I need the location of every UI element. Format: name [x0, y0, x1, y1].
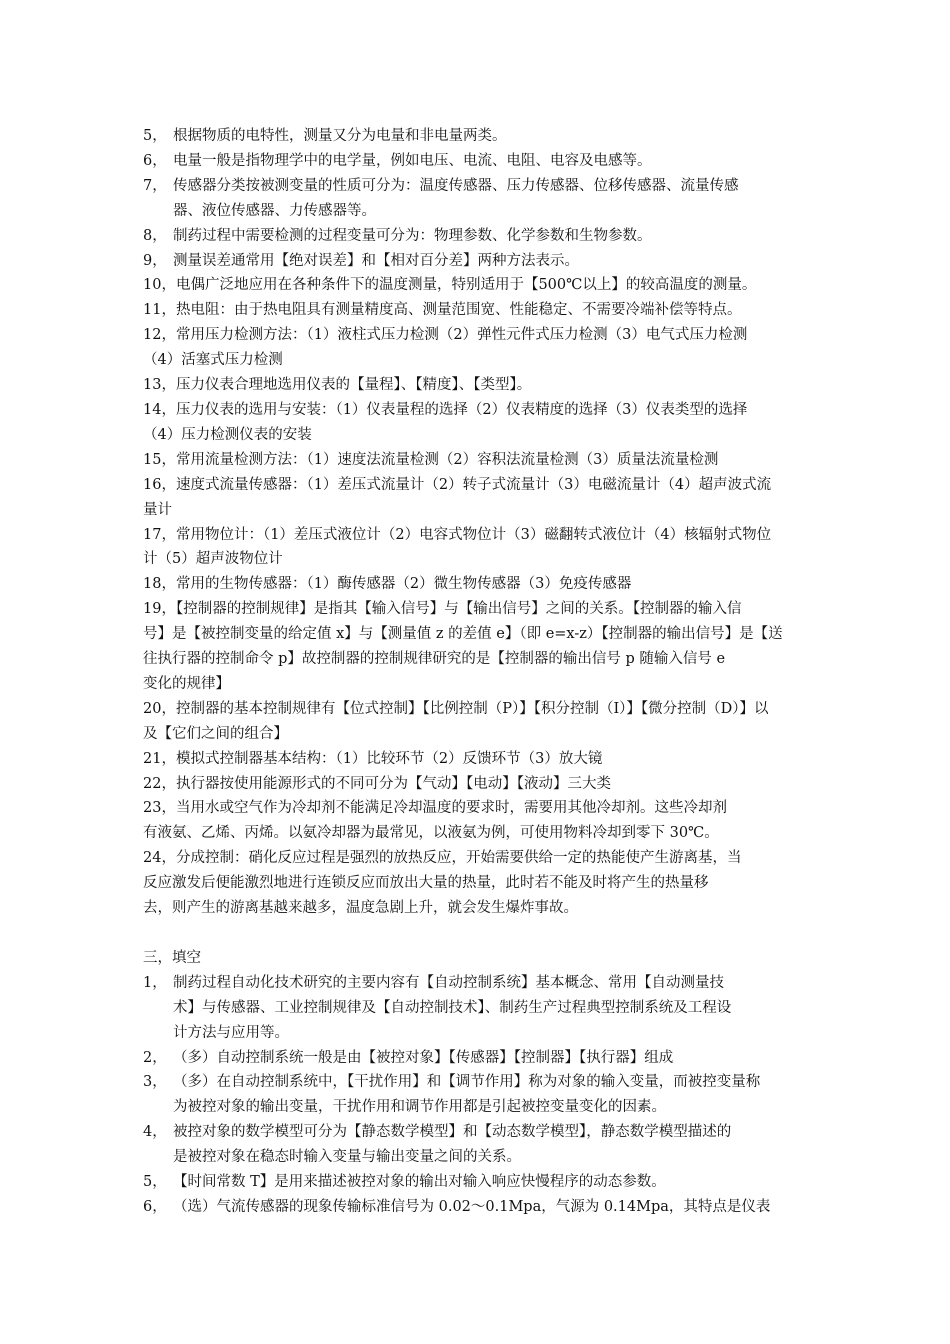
- list-item-text: 22，执行器按使用能源形式的不同可分为【气动】【电动】【液动】三大类: [143, 775, 611, 792]
- list-part-3: [143, 971, 808, 1220]
- list-item: [143, 772, 808, 797]
- list-item-line: [143, 124, 808, 149]
- list-item-continuation: 往执行器的控制命令 p】故控制器的控制规律研究的是【控制器的输出信号 p 随输入信号 e: [143, 651, 726, 668]
- list-item-line: [143, 1170, 808, 1195]
- list-part-1: [143, 124, 808, 273]
- list-item-continuation: 有液氨、乙烯、丙烯。以氨冷却器为最常见，以液氨为例，可使用物料冷却到零下 30℃。: [143, 825, 719, 842]
- list-item-line: [143, 1046, 808, 1071]
- list-item: [143, 1070, 808, 1120]
- list-item-text: 电量一般是指物理学中的电学量，例如电压、电流、电阻、电容及电感等。: [173, 152, 652, 169]
- list-item-text: 19，【控制器的控制规律】是指其【输入信号】与【输出信号】之间的关系。【控制器的输入信: [143, 601, 742, 618]
- list-item: [143, 448, 808, 473]
- list-item-number: 6，: [143, 152, 167, 169]
- list-item-text: 15，常用流量检测方法：（1）速度法流量检测（2）容积法流量检测（3）质量法流量检测: [143, 451, 719, 468]
- list-item-text: 传感器分类按被测变量的性质可分为：温度传感器、压力传感器、位移传感器、流量传感: [173, 177, 739, 194]
- list-item-continuation: 号】是【被控制变量的给定值 x】与【测量值 z 的差值 e】（即 e=x-z）【控制器的输出信号】是【送: [143, 626, 783, 643]
- list-item-text: 23，当用水或空气作为冷却剂不能满足冷却温度的要求时，需要用其他冷却剂。这些冷却剂: [143, 800, 727, 817]
- list-item: [143, 796, 808, 846]
- list-item-text: 13，压力仪表合理地选用仪表的【量程】、【精度】、【类型】。: [143, 377, 532, 394]
- list-item-text: （多）自动控制系统一般是由【被控对象】【传感器】【控制器】【执行器】组成: [173, 1049, 674, 1066]
- list-item: [143, 273, 808, 298]
- list-item-number: 4，: [143, 1124, 167, 1141]
- list-item-continuation: 计方法与应用等。: [173, 1024, 289, 1041]
- list-item-number: 1，: [143, 974, 167, 991]
- list-item-text: 被控对象的数学模型可分为【静态数学模型】和【动态数学模型】，静态数学模型描述的: [173, 1124, 732, 1141]
- list-item-line: [143, 971, 808, 996]
- list-item-continuation: （4）活塞式压力检测: [143, 352, 283, 369]
- list-item-text: 制药过程自动化技术研究的主要内容有【自动控制系统】基本概念、常用【自动测量技: [173, 974, 724, 991]
- list-item: [143, 174, 808, 224]
- document-page: [143, 124, 808, 1220]
- list-item-number: 5，: [143, 1174, 167, 1191]
- list-item-text: （多）在自动控制系统中，【干扰作用】和【调节作用】称为对象的输入变量，而被控变量称: [173, 1074, 761, 1091]
- list-part-2: [143, 273, 808, 921]
- list-item-continuation: 是被控对象在稳态时输入变量与输出变量之间的关系。: [173, 1149, 521, 1166]
- list-item-text: 18，常用的生物传感器：（1）酶传感器（2）微生物传感器（3）免疫传感器: [143, 576, 632, 593]
- list-item-text: 24，分成控制：硝化反应过程是强烈的放热反应，开始需要供给一定的热能使产生游离基，当: [143, 850, 742, 867]
- list-item-number: 3，: [143, 1074, 167, 1091]
- list-item-continuation: 及【它们之间的组合】: [143, 725, 288, 742]
- list-item-text: （选）气流传感器的现象传输标准信号为 0.02～0.1Mpa，气源为 0.14Mpa，其特点是仪表: [173, 1198, 771, 1215]
- list-item: [143, 398, 808, 448]
- list-item: [143, 597, 808, 697]
- list-item: [143, 224, 808, 249]
- list-item-line: [143, 1120, 808, 1145]
- list-item: [143, 473, 808, 523]
- list-item: [143, 1170, 808, 1195]
- list-item: [143, 1120, 808, 1170]
- list-item: [143, 249, 808, 274]
- list-item-text: 20，控制器的基本控制规律有【位式控制】【比例控制（P）】【积分控制（I）】【微分控制（D）】以: [143, 700, 769, 717]
- list-item-number: 8，: [143, 227, 167, 244]
- list-item-number: 7，: [143, 177, 167, 194]
- list-item: [143, 572, 808, 597]
- list-item-number: 9，: [143, 252, 167, 269]
- list-item-continuation: 器、液位传感器、力传感器等。: [173, 202, 376, 219]
- list-item-continuation: 量计: [143, 501, 172, 518]
- blank-line: [143, 921, 808, 946]
- list-item-text: 16，速度式流量传感器：（1）差压式流量计（2）转子式流量计（3）电磁流量计（4）超声波式流: [143, 476, 772, 493]
- list-item-continuation: （4）压力检测仪表的安装: [143, 426, 312, 443]
- list-item-text: 21，模拟式控制器基本结构：（1）比较环节（2）反馈环节（3）放大镜: [143, 750, 603, 767]
- list-item: [143, 747, 808, 772]
- list-item-text: 14，压力仪表的选用与安装：（1）仪表量程的选择（2）仪表精度的选择（3）仪表类型的选择: [143, 401, 748, 418]
- list-item: [143, 298, 808, 323]
- list-item: [143, 1195, 808, 1220]
- list-item-line: [143, 149, 808, 174]
- list-item-line: [143, 224, 808, 249]
- list-item-text: 12，常用压力检测方法：（1）液柱式压力检测（2）弹性元件式压力检测（3）电气式压力检测: [143, 327, 748, 344]
- list-item-continuation: 去，则产生的游离基越来越多，温度急剧上升，就会发生爆炸事故。: [143, 900, 578, 917]
- list-item-number: 2，: [143, 1049, 167, 1066]
- list-item: [143, 373, 808, 398]
- list-item: [143, 124, 808, 149]
- list-item-text: 测量误差通常用【绝对误差】和【相对百分差】两种方法表示。: [173, 252, 579, 269]
- list-item-line: [143, 1070, 808, 1095]
- list-item-text: 11，热电阻：由于热电阻具有测量精度高、测量范围宽、性能稳定、不需要冷端补偿等特点。: [143, 302, 742, 319]
- list-item: [143, 1046, 808, 1071]
- list-item-line: [143, 1195, 808, 1220]
- list-item-continuation: 术】与传感器、工业控制规律及【自动控制技术】、制药生产过程典型控制系统及工程设: [173, 999, 732, 1016]
- list-item: [143, 523, 808, 573]
- list-item-continuation: 计（5）超声波物位计: [143, 551, 283, 568]
- list-item: [143, 149, 808, 174]
- list-item-continuation: 反应激发后便能激烈地进行连锁反应而放出大量的热量，此时若不能及时将产生的热量移: [143, 875, 709, 892]
- list-item-continuation: 变化的规律】: [143, 675, 230, 692]
- list-item-line: [143, 174, 808, 199]
- list-item-text: 10，电偶广泛地应用在各种条件下的温度测量，特别适用于【500℃以上】的较高温度的测量。: [143, 277, 757, 294]
- list-item-text: 制药过程中需要检测的过程变量可分为：物理参数、化学参数和生物参数。: [173, 227, 652, 244]
- list-item: [143, 697, 808, 747]
- list-item-continuation: 为被控对象的输出变量，干扰作用和调节作用都是引起被控变量变化的因素。: [173, 1099, 666, 1116]
- list-item: [143, 323, 808, 373]
- list-item-text: 根据物质的电特性，测量又分为电量和非电量两类。: [173, 128, 507, 144]
- list-item-line: [143, 249, 808, 274]
- list-item-number: 5，: [143, 128, 167, 144]
- list-item-number: 6，: [143, 1198, 167, 1215]
- list-item: [143, 846, 808, 921]
- list-item-text: 【时间常数 T】是用来描述被控对象的输出对输入响应快慢程序的动态参数。: [173, 1174, 666, 1191]
- list-item-text: 17，常用物位计：（1）差压式液位计（2）电容式物位计（3）磁翻转式液位计（4）核辐射式物位: [143, 526, 772, 543]
- list-item: [143, 971, 808, 1046]
- section-title: 三，填空: [143, 949, 201, 966]
